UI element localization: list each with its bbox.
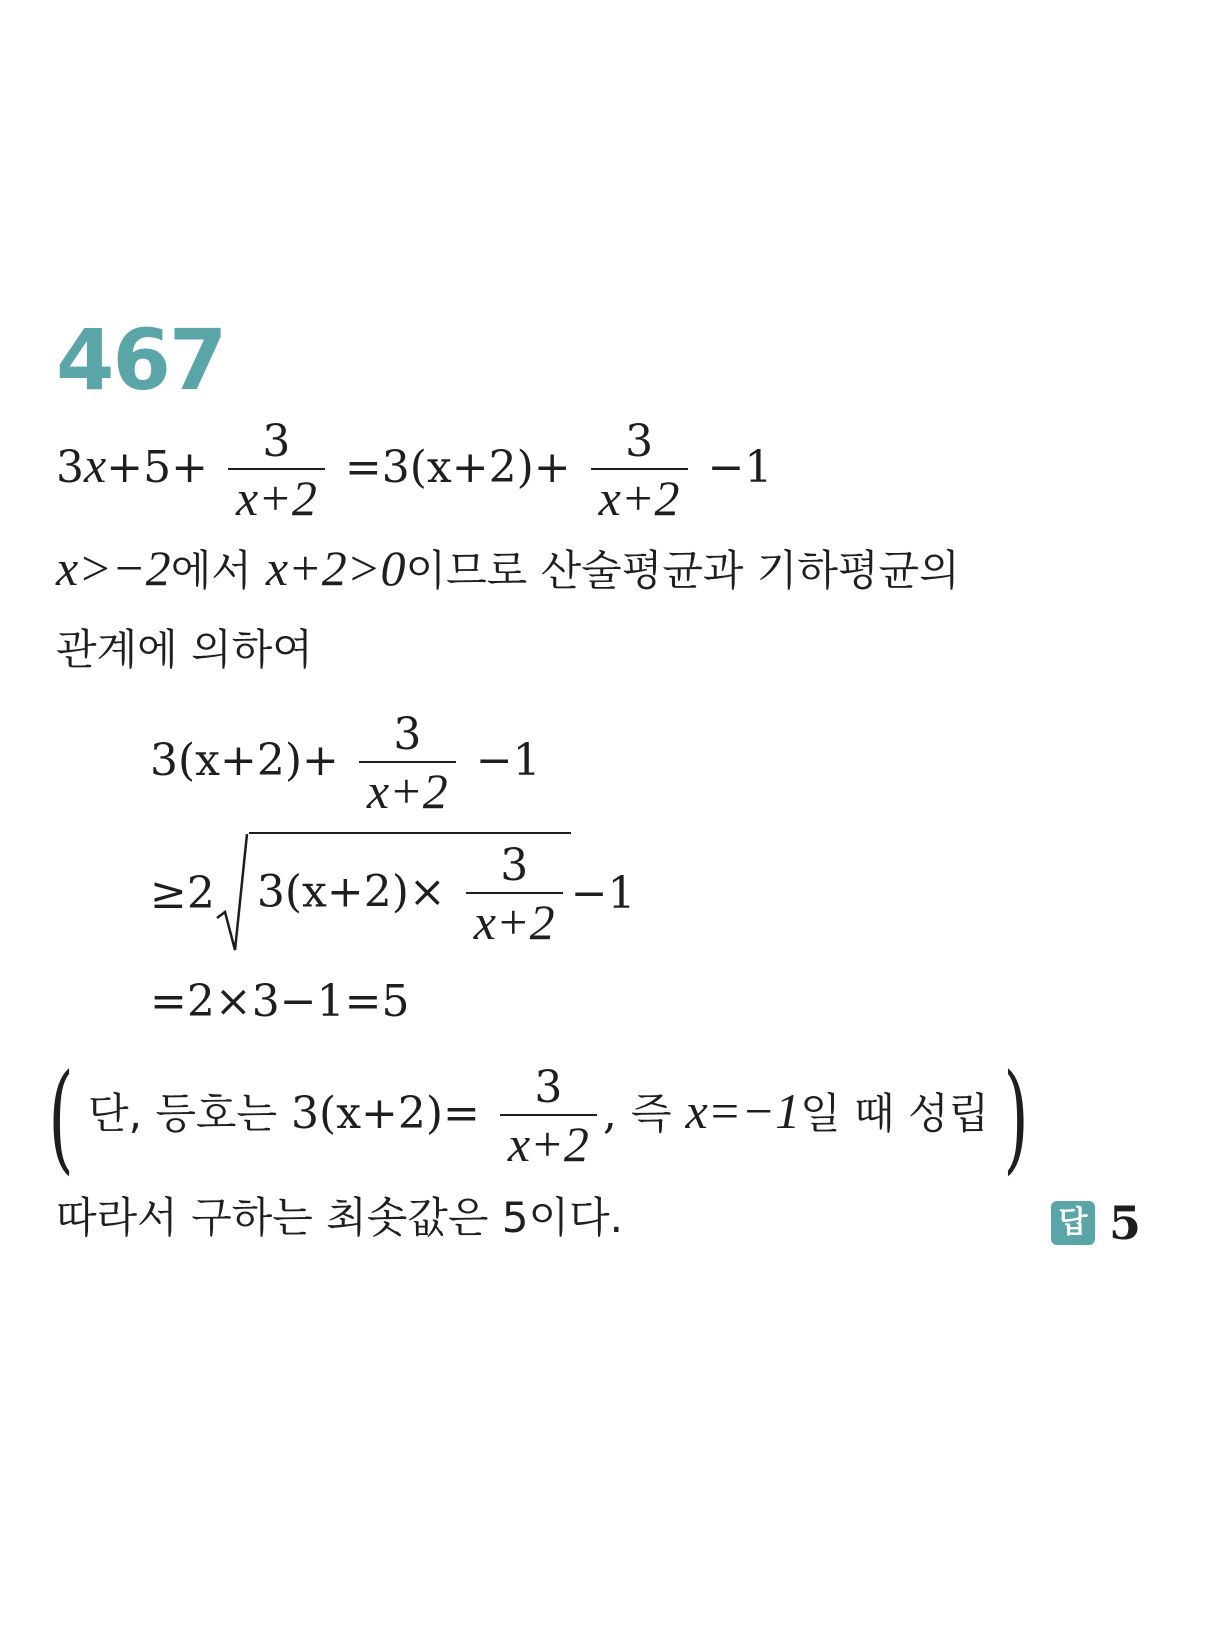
condition-expr-1: x>−2 xyxy=(56,540,171,596)
answer-badge: 답 xyxy=(1051,1201,1095,1245)
step2-prefix: ≥2 xyxy=(150,868,215,919)
step2-inside: 3(x+2)× xyxy=(256,866,446,918)
eq1-frac2-numerator: 3 xyxy=(591,416,688,470)
text-line2-part2: 이므로 산술평균과 기하평균의 xyxy=(405,546,960,595)
eq1-fraction-2 xyxy=(591,416,688,526)
step2-denominator: x+2 xyxy=(473,894,555,950)
equality-condition xyxy=(48,1047,1029,1186)
condition-text-3: 일 때 성립 xyxy=(800,1089,990,1138)
open-paren: ( xyxy=(48,1047,74,1186)
step2-tail: −1 xyxy=(570,868,636,919)
answer-value: 5 xyxy=(1108,1196,1141,1250)
radical-sign-icon xyxy=(215,832,249,956)
derivation-step-3: =2×3−1=5 xyxy=(150,976,410,1027)
condition-comma: , xyxy=(602,1088,617,1139)
answer xyxy=(1051,1196,1141,1250)
eq1-frac1-denominator: x+2 xyxy=(235,469,317,526)
radicand xyxy=(249,832,571,956)
condition-expr: 3(x+2)= xyxy=(291,1088,480,1139)
eq1-tail: −1 xyxy=(707,442,773,493)
eq1-frac2-denominator: x+2 xyxy=(598,469,680,526)
condition-denominator: x+2 xyxy=(507,1115,589,1172)
derivation-step-2 xyxy=(150,832,636,956)
eq1-frac1-numerator: 3 xyxy=(228,416,325,470)
derivation-step-1 xyxy=(150,706,541,819)
step1-fraction xyxy=(359,709,456,819)
problem-number: 467 xyxy=(56,311,226,409)
eq1-plus5: +5+ xyxy=(106,442,208,493)
condition-fraction xyxy=(500,1062,597,1172)
conclusion-text: 따라서 구하는 최솟값은 5이다. xyxy=(56,1193,623,1242)
step2-fraction xyxy=(466,840,563,950)
eq1-rhs: 3(x+2)+ xyxy=(381,442,571,493)
eq1-equals: = xyxy=(344,442,382,493)
close-paren: ) xyxy=(1003,1047,1029,1186)
step2-numerator: 3 xyxy=(466,840,563,894)
text-line-2 xyxy=(56,538,960,601)
condition-expr-2: x=−1 xyxy=(685,1083,801,1139)
condition-expr-2: x+2>0 xyxy=(265,540,406,596)
step1-prefix: 3(x+2)+ xyxy=(150,735,339,786)
eq1-fraction-1 xyxy=(228,416,325,526)
condition-numerator: 3 xyxy=(500,1062,597,1116)
eq1-prefix: 3 xyxy=(56,442,84,493)
condition-text-1: 단, 등호는 xyxy=(88,1089,278,1138)
step1-denominator: x+2 xyxy=(366,762,448,819)
square-root xyxy=(215,832,571,956)
step1-numerator: 3 xyxy=(359,709,456,763)
text-line2-part1: 에서 xyxy=(170,546,252,595)
step1-tail: −1 xyxy=(475,735,541,786)
eq1-var: x xyxy=(84,437,107,493)
text-line-3: 관계에 의하여 xyxy=(56,625,313,674)
condition-text-2: 즉 xyxy=(630,1089,672,1138)
equation-line-1 xyxy=(56,410,773,526)
